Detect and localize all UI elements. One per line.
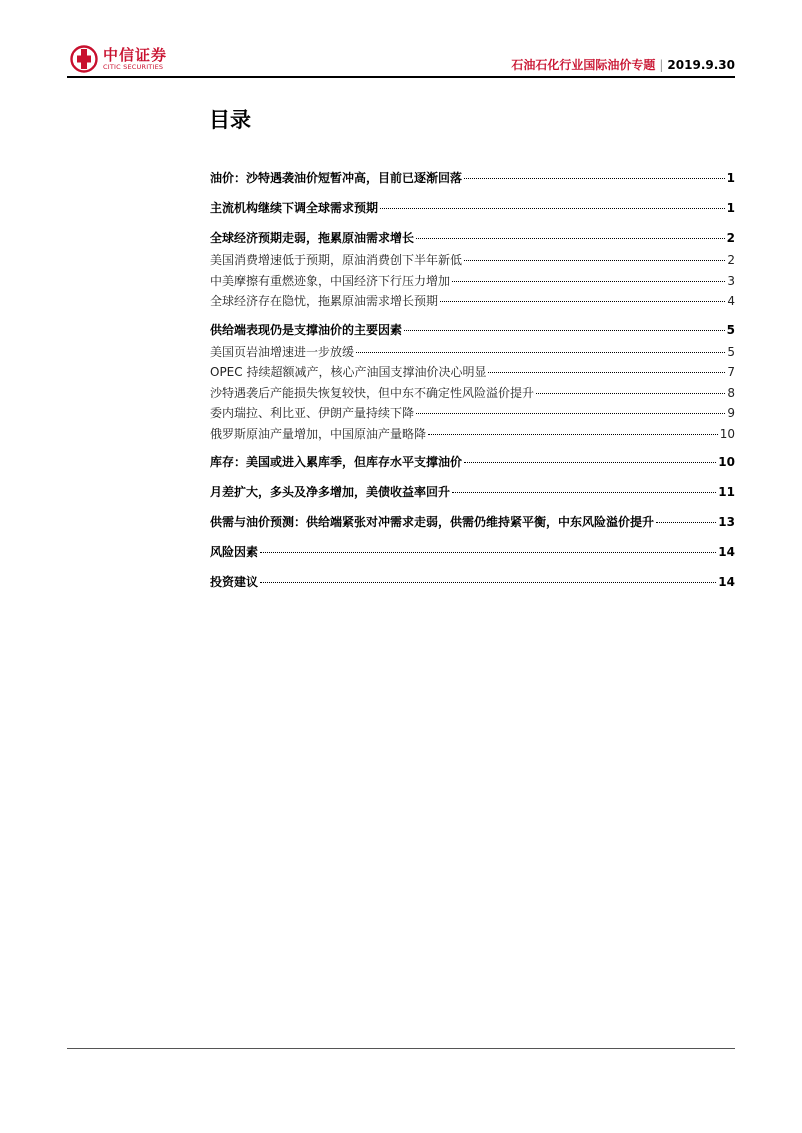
toc-entry[interactable] (210, 226, 735, 250)
toc-entry-page: 11 (718, 485, 735, 499)
toc-dot-leader (488, 372, 725, 373)
toc-entry[interactable] (210, 196, 735, 220)
toc-entry[interactable] (210, 166, 735, 190)
report-title: 石油石化行业国际油价专题 (511, 58, 656, 72)
toc-dot-leader (260, 552, 716, 553)
toc-entry-label: 委内瑞拉、利比亚、伊朗产量持续下降 (210, 406, 415, 420)
toc-entry-page: 1 (726, 201, 735, 215)
logo-english-name: CITIC SECURITIES (103, 63, 164, 71)
toc-entry-page: 9 (727, 406, 735, 420)
toc-entry[interactable] (210, 510, 735, 534)
toc-entry-label: 全球经济存在隐忧，拖累原油需求增长预期 (210, 294, 439, 308)
toc-entry[interactable] (210, 403, 735, 424)
toc-entry-page: 14 (718, 575, 735, 589)
toc-entry-label: 全球经济预期走弱，拖累原油需求增长 (210, 231, 415, 245)
toc-entry-page: 10 (718, 455, 735, 469)
toc-dot-leader (260, 582, 716, 583)
header-divider (67, 76, 735, 78)
toc-dot-leader (428, 434, 718, 435)
toc-entry[interactable] (210, 480, 735, 504)
toc-entry-page: 14 (718, 545, 735, 559)
toc-entry-page: 2 (726, 231, 735, 245)
footer-divider (67, 1048, 735, 1049)
toc-entry-label: 供需与油价预测：供给端紧张对冲需求走弱，供需仍维持紧平衡，中东风险溢价提升 (210, 515, 655, 529)
toc-entry-label: 沙特遇袭后产能损失恢复较快，但中东不确定性风险溢价提升 (210, 385, 535, 400)
toc-entry-label: 库存：美国或进入累库季，但库存水平支撑油价 (210, 455, 463, 469)
table-of-contents (210, 166, 735, 594)
toc-dot-leader (416, 238, 725, 239)
toc-entry-page: 4 (727, 294, 735, 308)
report-header-info (511, 56, 735, 73)
page-title: 目录 (209, 108, 251, 132)
toc-entry-label: 投资建议 (210, 575, 259, 589)
toc-dot-leader (404, 330, 725, 331)
toc-entry[interactable] (210, 318, 735, 342)
toc-entry-label: 中美摩擦有重燃迹象，中国经济下行压力增加 (210, 273, 451, 288)
toc-dot-leader (416, 413, 725, 414)
toc-entry-page: 1 (726, 171, 735, 185)
toc-dot-leader (356, 352, 725, 353)
toc-entry-label: OPEC 持续超额减产，核心产油国支撑油价决心明显 (210, 365, 487, 379)
logo-text (103, 47, 167, 71)
toc-entry-page: 3 (727, 273, 735, 288)
toc-entry[interactable] (210, 271, 735, 292)
report-date: 2019.9.30 (667, 58, 735, 72)
toc-entry-page: 5 (727, 344, 735, 359)
header-separator: | (659, 58, 664, 72)
toc-entry-page: 7 (727, 365, 735, 379)
toc-entry[interactable] (210, 250, 735, 271)
toc-entry-label: 美国消费增速低于预期，原油消费创下半年新低 (210, 253, 463, 267)
toc-entry[interactable] (210, 342, 735, 363)
toc-dot-leader (452, 281, 725, 282)
toc-dot-leader (656, 522, 716, 523)
citic-securities-logo (70, 44, 167, 74)
toc-entry[interactable] (210, 570, 735, 594)
toc-entry-label: 主流机构继续下调全球需求预期 (210, 201, 379, 215)
toc-entry[interactable] (210, 291, 735, 312)
toc-entry-page: 5 (726, 322, 735, 337)
toc-entry[interactable] (210, 540, 735, 564)
toc-entry-label: 风险因素 (210, 545, 259, 559)
toc-dot-leader (464, 178, 725, 179)
toc-entry[interactable] (210, 424, 735, 445)
toc-entry-page: 13 (718, 515, 735, 529)
toc-dot-leader (536, 393, 725, 394)
toc-entry-label: 俄罗斯原油产量增加，中国原油产量略降 (210, 426, 427, 441)
toc-entry-label: 月差扩大，多头及净多增加，美债收益率回升 (210, 485, 451, 499)
citic-logo-icon (70, 45, 98, 73)
toc-entry[interactable] (210, 362, 735, 383)
toc-entry-label: 油价：沙特遇袭油价短暂冲高，目前已逐渐回落 (210, 171, 463, 185)
toc-entry[interactable] (210, 383, 735, 404)
toc-dot-leader (440, 301, 725, 302)
toc-entry-page: 8 (727, 385, 735, 400)
toc-entry-page: 10 (719, 426, 735, 441)
logo-chinese-name: 中信证券 (103, 46, 168, 64)
toc-dot-leader (452, 492, 716, 493)
toc-entry-label: 美国页岩油增速进一步放缓 (210, 344, 355, 359)
toc-entry-label: 供给端表现仍是支撑油价的主要因素 (210, 322, 403, 337)
toc-entry[interactable] (210, 450, 735, 474)
toc-entry-page: 2 (727, 253, 735, 267)
toc-dot-leader (464, 260, 725, 261)
toc-dot-leader (380, 208, 725, 209)
toc-dot-leader (464, 462, 716, 463)
